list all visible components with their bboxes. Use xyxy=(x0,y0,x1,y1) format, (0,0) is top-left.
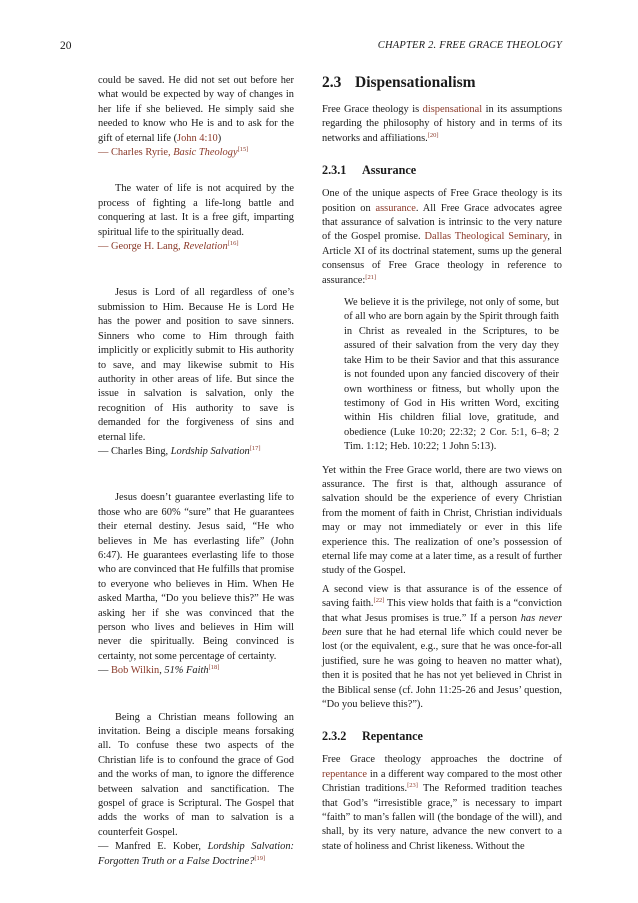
book-title: 51% Faith xyxy=(164,665,209,677)
scripture-link[interactable]: John 4:10 xyxy=(177,132,218,144)
quote-wilkin: Jesus doesn’t guarantee everlasting life to those who are 60% “sure” that He guarantees their eternal destiny. Jesus said, “He who believes in Me has everlasting life” (John 6:47). He guarantees everlasting life to those who are convinced that He fulfills that promise to everyone who believes in Him. When He asked Martha, “Do you believe this?” He was asking her if she was convinced that the person who lives and believes in Him will never die spiritually. Being convinced is certainty, not some percentage of certainty. — Bob Wilkin, 51% Faith[18] xyxy=(98,492,294,677)
book-title: Lordship Salvation: Forgotten Truth or a False Doctrine? xyxy=(98,841,294,867)
page-number: 20 xyxy=(60,40,72,52)
author-name: — Charles Bing, xyxy=(98,445,171,457)
book-title[interactable]: Revelation xyxy=(183,241,228,253)
quote-text: Jesus is Lord of all regardless of one’s submission to Him. Because He is Lord He has the power and position to save sinners. Sinners who come to Him through faith implicitly or explicitly submit to His authority to save, and may likewise submit to His authority in other areas of life. But since the issue in salvation is salvation, only the recognition of His authority to save is demanded for the forgiveness of sins and eternal life. xyxy=(98,287,294,443)
citation[interactable]: [22] xyxy=(373,597,385,605)
citation[interactable]: [18] xyxy=(208,664,220,672)
quote-kober xyxy=(98,711,294,869)
dts-link[interactable]: Dallas Theological Seminary xyxy=(424,231,548,243)
citation[interactable]: [15] xyxy=(237,146,249,154)
quote-text: Jesus doesn’t guarantee everlasting life to those who are 60% “sure” that He guarantees their eternal destiny. Jesus said, “He who believes in Me has everlasting life” (John 6:47). He guarantees everlasting life to those who are convinced that He fulfills that promise to everyone who believes in Him. When He asked Martha, “Do you believe this?” He was asking her if she was convinced that the person who lives and believes in Him will never die spiritually. Being convinced is certainty, not some percentage of certainty. xyxy=(98,492,294,662)
citation[interactable]: [17] xyxy=(249,444,261,452)
running-head: CHAPTER 2. FREE GRACE THEOLOGY xyxy=(377,40,562,51)
paragraph: Free Grace theology is dispensational in its assumptions regarding the philosophy of history and in terms of its networks and affiliations.[20] xyxy=(322,104,562,144)
page-header xyxy=(60,40,562,56)
repentance-link[interactable]: repentance xyxy=(322,768,367,780)
citation[interactable]: [16] xyxy=(227,240,239,248)
paragraph: Yet within the Free Grace world, there are two views on assurance. The first is that, although assurance of salvation should be the experience of every Christian from the moment of faith in Christ, Christian individuals may or may not immediately or ever in this life experience this. The realization of one’s possession of eternal life may come at a later time, as a result of further study of the Gospel. xyxy=(322,464,562,577)
citation[interactable]: [23] xyxy=(407,782,418,790)
author-link[interactable]: — George H. Lang, xyxy=(98,241,184,253)
paragraph: A second view is that assurance is of the essence of saving faith.[22] This view holds that faith is a “conviction that what Jesus promises is true.” If a person has never been sure that he had eternal life which could never be lost (or the equivalent, e.g., sure that he was once-for-all justified, sure he was going to heaven no matter what), then it is posited that he has not yet believed in Christ in the Biblical sense (cf. John 11:25-26 and Jesus’ question, “Do you believe this?”). xyxy=(322,583,563,711)
author-link[interactable]: Bob Wilkin xyxy=(111,665,160,677)
block-quote: We believe it is the privilege, not only of some, but of all who are born again by the Spirit through faith in Christ as revealed in the Scriptures, to be assured of their salvation from the very day they take Him to be their Savior and that this assurance is not founded upon any fancied discovery of their own worthiness or fitness, but wholly upon the testimony of God in His written Word, exciting within His children filial love, gratitude, and obedience (Luke 10:20; 22:32; 2 Cor. 5:1, 6–8; 2 Tim. 1:12; Heb. 10:22; 1 John 5:13). xyxy=(344,297,559,453)
assurance-link[interactable]: assurance xyxy=(375,202,416,214)
subsection-heading: 2.3.1 Assurance xyxy=(322,163,417,178)
section-heading: 2.3 Dispensationalism xyxy=(322,74,476,91)
right-column xyxy=(322,74,562,858)
left-column xyxy=(98,74,294,869)
author-name: — Manfred E. Kober, xyxy=(98,841,208,853)
paragraph: Free Grace theology approaches the doctrine of repentance in a different way compared to the most other Christian traditions.[23] The Reformed tradition teaches that God’s “irresistible grace,” is necessary to impart “faith” to man’s fallen will (the bondage of the will), and shall, by its very nature, advance the new convert to a state of holiness and Christ likeness. Without the xyxy=(322,754,563,852)
quote-text: The water of life is not acquired by the process of fighting a life-long battle and conquering at last. It is a free gift, imparting spiritual life to the spiritually dead. xyxy=(98,183,294,238)
dispensational-link[interactable]: dispensational xyxy=(422,104,483,115)
author-link[interactable]: — Charles Ryrie, xyxy=(98,147,174,159)
book-title: Lordship Salvation xyxy=(170,445,250,457)
subsection-heading: 2.3.2 Repentance xyxy=(322,729,423,744)
paragraph: One of the unique aspects of Free Grace theology is its position on assurance. All Free Grace advocates agree that assurance of salvation is intrinsic to the very nature of the Gospel promise. Dallas Theological Seminary, in Article XI of its doctrinal statement, sums up the general consensus of Free Grace theology in reference to assurance:[21] xyxy=(322,188,563,286)
citation[interactable]: [20] xyxy=(427,131,439,139)
quote-text: Being a Christian means following an invitation. Being a disciple means forsaking all. To confuse these two aspects of the Christian life is to confound the grace of God and the works of man, to ignore the difference between salvation and sanctification. The gospel of grace is Scriptural. The Gospel that adds the works of man to salvation is a counterfeit Gospel. xyxy=(98,711,294,838)
citation[interactable]: [21] xyxy=(365,273,377,281)
quote-ryrie: could be saved. He did not set out before her what would be expected by way of changes in her life if she believed. He simply said she needed to know who He is and to ask for the gift of eternal life (John 4:10) — Charles Ryrie, Basic Theology[15] xyxy=(98,75,294,159)
book-title[interactable]: Basic Theology xyxy=(173,147,238,159)
citation[interactable]: [19] xyxy=(254,854,266,862)
quote-bing xyxy=(98,286,294,459)
quote-text: could be saved. He did not set out before her what would be expected by way of changes in her life if she believed. He simply said she needed to know who He is and to ask for the gift of eternal life ( xyxy=(98,75,294,144)
quote-lang xyxy=(98,182,294,254)
